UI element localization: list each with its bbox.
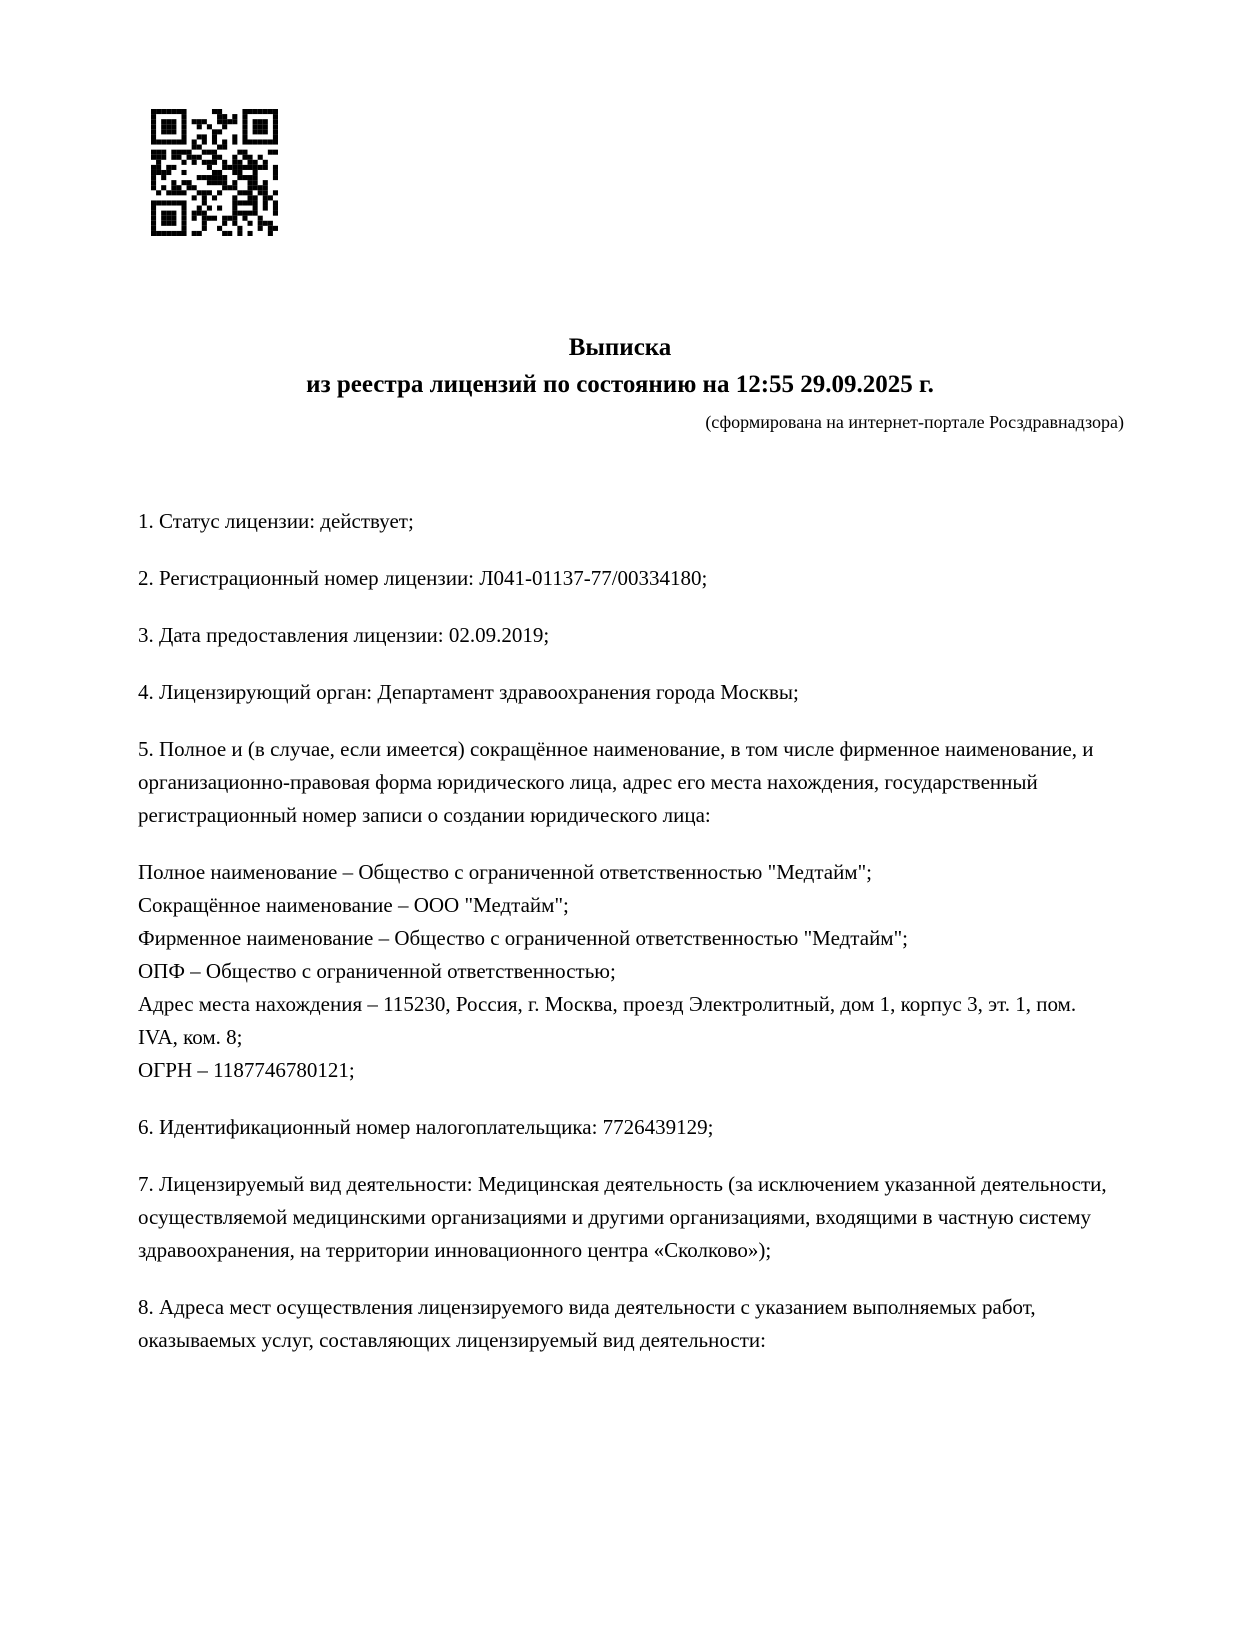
detail-brand-name: Фирменное наименование – Общество с ограниченной ответственностью "Медтайм"; <box>138 926 908 950</box>
detail-legal-form: ОПФ – Общество с ограниченной ответственностью; <box>138 959 616 983</box>
company-details-block <box>138 856 1118 1087</box>
detail-full-name: Полное наименование – Общество с ограниченной ответственностью "Медтайм"; <box>138 860 873 884</box>
paragraph-inn: 6. Идентификационный номер налогоплательщика: 7726439129; <box>138 1115 714 1139</box>
document-title-line1: Выписка <box>568 334 672 361</box>
paragraph-licensing-authority: 4. Лицензирующий орган: Департамент здравоохранения города Москвы; <box>138 680 799 704</box>
document-body <box>138 505 1118 1381</box>
qr-code-icon <box>151 109 278 236</box>
paragraph-grant-date: 3. Дата предоставления лицензии: 02.09.2019; <box>138 623 550 647</box>
paragraph-license-status: 1. Статус лицензии: действует; <box>138 509 414 533</box>
formation-note: (сформирована на интернет-портале Росздравнадзора) <box>705 412 1124 432</box>
paragraph-activity-addresses: 8. Адреса мест осуществления лицензируемого вида деятельности с указанием выполняемых работ, оказываемых услуг, составляющих лицензируемый вид деятельности: <box>138 1295 1036 1352</box>
paragraph-licensed-activity: 7. Лицензируемый вид деятельности: Медицинская деятельность (за исключением указанной деятельности, осуществляемой медицинскими организациями и другими организациями, входящими в частную систему здравоохранения, на территории инновационного центра «Сколково»); <box>138 1172 1107 1262</box>
paragraph-registration-number: 2. Регистрационный номер лицензии: Л041-01137-77/00334180; <box>138 566 708 590</box>
paragraph-legal-entity-intro: 5. Полное и (в случае, если имеется) сокращённое наименование, в том числе фирменное наименование, и организационно-правовая форма юридического лица, адрес его места нахождения, государственный регистрационный номер записи о создании юридического лица: <box>138 737 1094 827</box>
document-title-line2: из реестра лицензий по состоянию на 12:55 29.09.2025 г. <box>306 371 934 398</box>
document-title <box>0 329 1240 403</box>
detail-address: Адрес места нахождения – 115230, Россия, г. Москва, проезд Электролитный, дом 1, корпус 3, эт. 1, пом. IVA, ком. 8; <box>138 992 1077 1049</box>
detail-ogrn: ОГРН – 1187746780121; <box>138 1058 355 1082</box>
detail-short-name: Сокращённое наименование – ООО "Медтайм"; <box>138 893 569 917</box>
